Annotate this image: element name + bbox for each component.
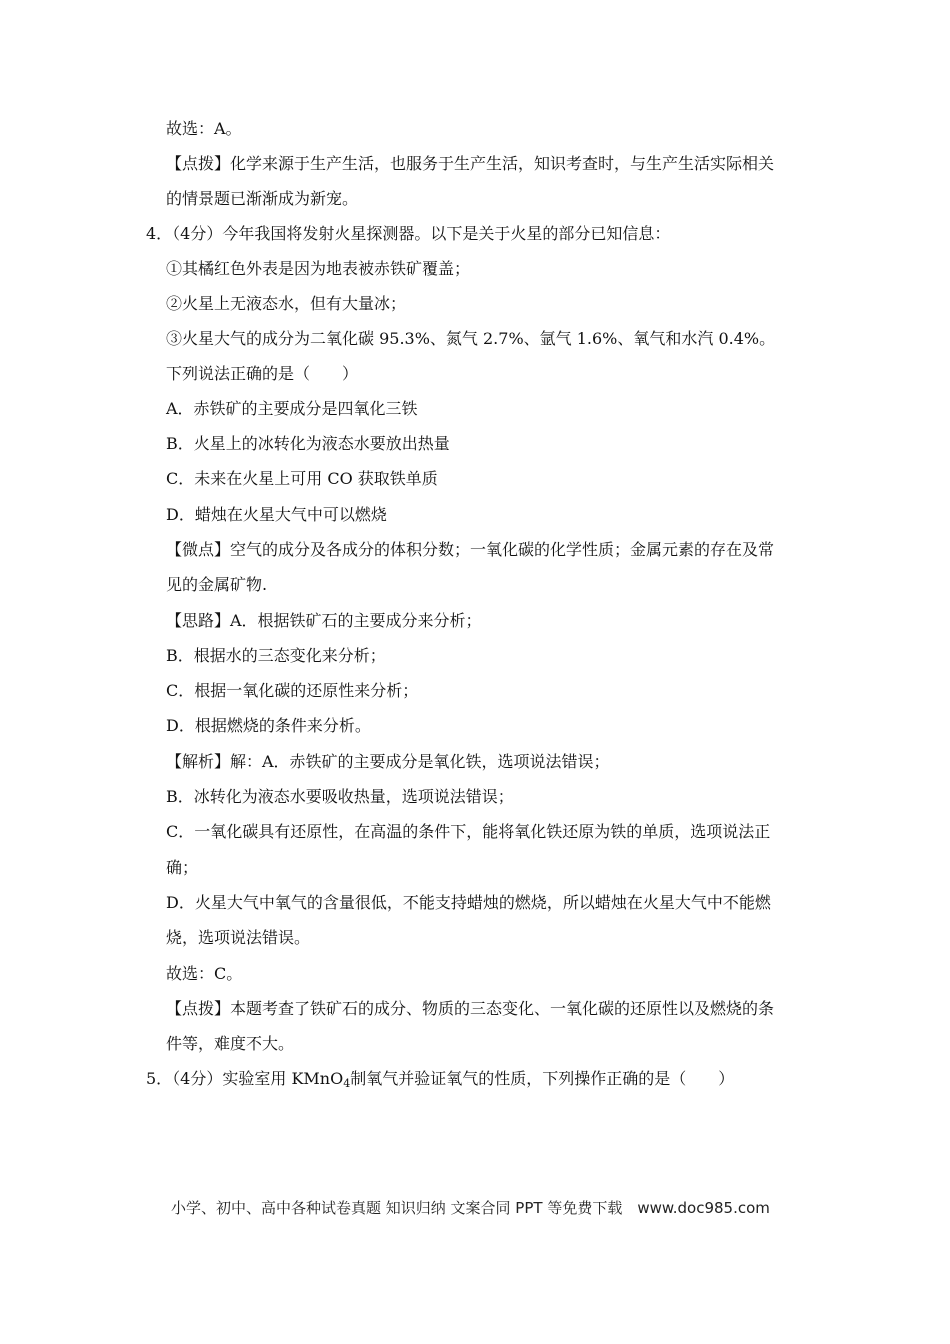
option-a: A．赤铁矿的主要成分是四氧化三铁 bbox=[166, 399, 418, 418]
option-c: C．未来在火星上可用 CO 获取铁单质 bbox=[166, 469, 438, 488]
knowledge-point-line-1: 【微点】空气的成分及各成分的体积分数；一氧化碳的化学性质；金属元素的存在及常 bbox=[166, 540, 775, 559]
prev-tip-line-2: 的情景题已渐渐成为新宠。 bbox=[166, 189, 359, 208]
analysis-b: B．冰转化为液态水要吸收热量，选项说法错误； bbox=[166, 787, 514, 806]
knowledge-point-line-2: 见的金属矿物. bbox=[166, 575, 268, 594]
idea-b: B．根据水的三态变化来分析； bbox=[166, 646, 386, 665]
question-5-stem-after: 制氧气并验证氧气的性质，下列操作正确的是（ ） bbox=[350, 1069, 735, 1088]
question-4-info-3: ③火星大气的成分为二氧化碳 95.3%、氮气 2.7%、氩气 1.6%、氧气和水汽 0.4%。 bbox=[166, 329, 776, 348]
question-4-answer: 故选：C。 bbox=[166, 964, 243, 983]
footer-text: 小学、初中、高中各种试卷真题 知识归纳 文案合同 PPT 等免费下载 www.doc985.com bbox=[171, 1199, 770, 1217]
question-4-info-2: ②火星上无液态水，但有大量冰； bbox=[166, 294, 407, 313]
analysis-d-line-2: 烧，选项说法错误。 bbox=[166, 928, 311, 947]
question-4-info-1: ①其橘红色外表是因为地表被赤铁矿覆盖； bbox=[166, 259, 471, 278]
analysis-c-line-2: 确； bbox=[166, 858, 199, 877]
question-5-subscript: 4 bbox=[343, 1077, 351, 1090]
prev-tip-line-1: 【点拨】化学来源于生产生活，也服务于生产生活，知识考查时，与生产生活实际相关 bbox=[166, 154, 775, 173]
idea-c: C．根据一氧化碳的还原性来分析； bbox=[166, 681, 419, 700]
option-b: B．火星上的冰转化为液态水要放出热量 bbox=[166, 434, 450, 453]
question-5-stem-before: 5．（4分）实验室用 KMnO bbox=[146, 1069, 344, 1088]
tip-line-2: 件等，难度不大。 bbox=[166, 1034, 295, 1053]
analysis-d-line-1: D．火星大气中氧气的含量很低，不能支持蜡烛的燃烧，所以蜡烛在火星大气中不能燃 bbox=[166, 893, 771, 912]
idea-a: 【思路】A．根据铁矿石的主要成分来分析； bbox=[166, 611, 482, 630]
option-d: D．蜡烛在火星大气中可以燃烧 bbox=[166, 505, 387, 524]
prev-answer: 故选：A。 bbox=[166, 119, 242, 138]
question-5-stem bbox=[146, 1069, 734, 1094]
question-4-stem: 4．（4分）今年我国将发射火星探测器。以下是关于火星的部分已知信息： bbox=[146, 224, 671, 243]
analysis-a: 【解析】解：A．赤铁矿的主要成分是氧化铁，选项说法错误； bbox=[166, 752, 610, 771]
question-4-prompt: 下列说法正确的是（ ） bbox=[166, 364, 359, 383]
tip-line-1: 【点拨】本题考查了铁矿石的成分、物质的三态变化、一氧化碳的还原性以及燃烧的条 bbox=[166, 999, 775, 1018]
analysis-c-line-1: C．一氧化碳具有还原性，在高温的条件下，能将氧化铁还原为铁的单质，选项说法正 bbox=[166, 822, 771, 841]
idea-d: D．根据燃烧的条件来分析。 bbox=[166, 716, 371, 735]
